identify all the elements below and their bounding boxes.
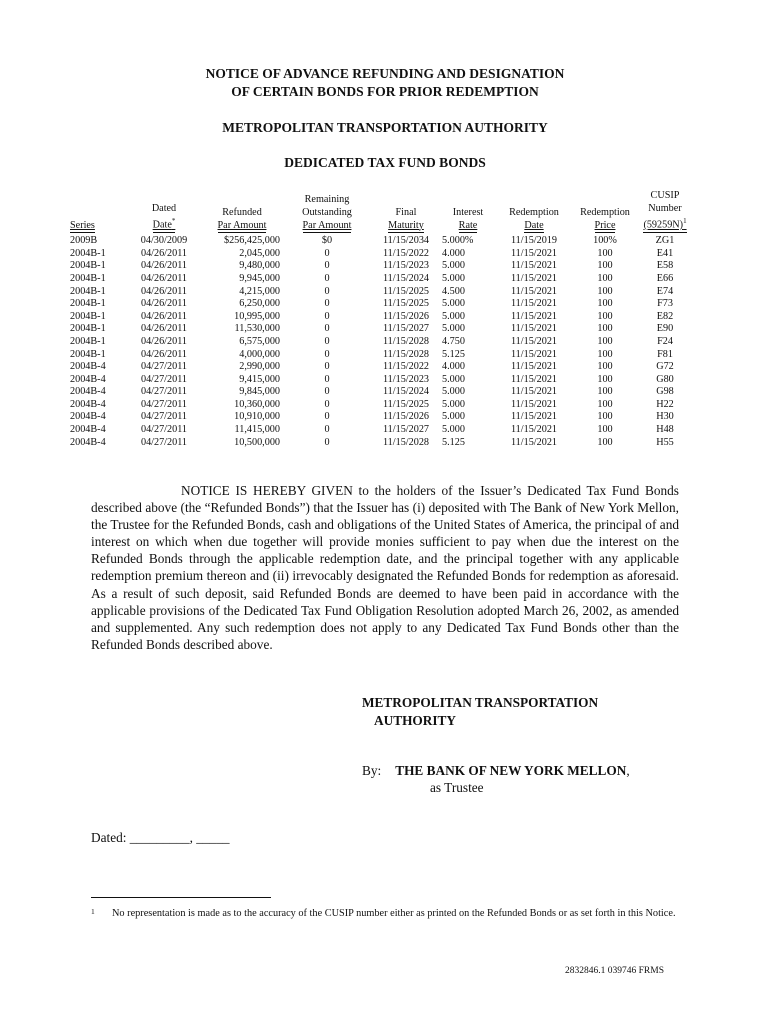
cell-redemption-price: 100 (597, 348, 613, 360)
cell-interest-rate: 5.125 (442, 348, 465, 360)
cell-redemption-date: 11/15/2021 (510, 298, 558, 310)
table-row (68, 235, 692, 248)
col-header-refunded-par: Refunded Par Amount (202, 190, 282, 235)
cell-cusip: H55 (656, 436, 674, 448)
bond-series-heading: DEDICATED TAX FUND BONDS (284, 155, 486, 170)
footnote-number: 1 (91, 907, 95, 916)
issuer-signature-block (362, 694, 598, 730)
cell-series: 2004B-4 (70, 386, 106, 398)
cell-interest-rate: 4.000 (442, 361, 465, 373)
table-row (68, 349, 692, 362)
cell-remaining-par: 0 (324, 310, 330, 322)
cell-remaining-par: 0 (324, 298, 330, 310)
cell-refunded-par: 10,360,000 (234, 398, 280, 410)
notice-title-line1: NOTICE OF ADVANCE REFUNDING AND DESIGNATION (205, 66, 565, 81)
cell-redemption-date: 11/15/2021 (510, 285, 558, 297)
cell-remaining-par: 0 (324, 411, 330, 423)
cell-redemption-date: 11/15/2021 (510, 386, 558, 398)
table-row (68, 424, 692, 437)
cell-remaining-par: 0 (324, 373, 330, 385)
cell-interest-rate: 5.000 (442, 298, 465, 310)
cell-remaining-par: 0 (324, 285, 330, 297)
cell-interest-rate: 4.000 (442, 247, 465, 259)
cell-refunded-par: 6,575,000 (239, 335, 280, 347)
cell-final-maturity: 11/15/2022 (382, 247, 430, 259)
table-row (68, 260, 692, 273)
cell-remaining-par: 0 (324, 361, 330, 373)
cell-refunded-par: 11,530,000 (234, 323, 280, 335)
cell-series: 2004B-1 (70, 272, 106, 284)
cell-interest-rate: 5.000 (442, 386, 465, 398)
cell-interest-rate: 4.500 (442, 285, 465, 297)
col-header-remaining-par: Remaining Outstanding Par Amount (282, 190, 372, 235)
cell-refunded-par: 4,215,000 (239, 285, 280, 297)
cell-interest-rate: 5.000% (442, 235, 474, 247)
cell-series: 2004B-4 (70, 436, 106, 448)
cell-redemption-price: 100 (597, 298, 613, 310)
cell-series: 2004B-4 (70, 398, 106, 410)
dated-line: Dated: _________, _____ (91, 830, 230, 845)
cell-redemption-price: 100 (597, 335, 613, 347)
issuer-name-line2: AUTHORITY (374, 713, 457, 728)
cell-final-maturity: 11/15/2026 (382, 411, 430, 423)
cell-dated-date: 04/27/2011 (140, 386, 188, 398)
issuer-heading: METROPOLITAN TRANSPORTATION AUTHORITY (222, 120, 548, 135)
cell-cusip: H30 (656, 411, 674, 423)
cell-redemption-date: 11/15/2019 (510, 235, 558, 247)
cell-refunded-par: 9,480,000 (239, 260, 280, 272)
cell-series: 2004B-1 (70, 260, 106, 272)
cell-interest-rate: 5.000 (442, 260, 465, 272)
cell-cusip: E74 (656, 285, 674, 297)
table-row (68, 248, 692, 261)
cell-redemption-price: 100 (597, 310, 613, 322)
cell-redemption-price: 100 (597, 386, 613, 398)
cell-dated-date: 04/26/2011 (140, 260, 188, 272)
cell-series: 2004B-4 (70, 411, 106, 423)
cell-refunded-par: 10,500,000 (234, 436, 280, 448)
cell-redemption-price: 100 (597, 272, 613, 284)
cell-final-maturity: 11/15/2022 (382, 361, 430, 373)
cell-interest-rate: 5.000 (442, 373, 465, 385)
cell-dated-date: 04/27/2011 (140, 436, 188, 448)
table-row (68, 311, 692, 324)
cell-series: 2004B-1 (70, 335, 106, 347)
cell-redemption-date: 11/15/2021 (510, 272, 558, 284)
cell-remaining-par: 0 (324, 335, 330, 347)
cell-final-maturity: 11/15/2034 (382, 235, 430, 247)
notice-title-line2: OF CERTAIN BONDS FOR PRIOR REDEMPTION (231, 84, 539, 99)
cell-dated-date: 04/26/2011 (140, 298, 188, 310)
cell-final-maturity: 11/15/2028 (382, 436, 430, 448)
cell-redemption-date: 11/15/2021 (510, 323, 558, 335)
cell-series: 2009B (70, 235, 98, 247)
cell-dated-date: 04/26/2011 (140, 310, 188, 322)
cell-redemption-date: 11/15/2021 (510, 348, 558, 360)
col-header-final-maturity: Final Maturity (372, 190, 440, 235)
trustee-name: THE BANK OF NEW YORK MELLON (395, 763, 627, 778)
cell-dated-date: 04/30/2009 (140, 235, 188, 247)
table-row (68, 374, 692, 387)
table-row (68, 437, 692, 450)
cell-refunded-par: 10,995,000 (234, 310, 280, 322)
cell-series: 2004B-1 (70, 323, 106, 335)
cell-redemption-price: 100 (597, 361, 613, 373)
cell-redemption-date: 11/15/2021 (510, 436, 558, 448)
cell-final-maturity: 11/15/2028 (382, 348, 430, 360)
cell-dated-date: 04/27/2011 (140, 361, 188, 373)
col-header-series: Series (68, 190, 126, 235)
cell-interest-rate: 5.000 (442, 323, 465, 335)
cell-redemption-price: 100 (597, 285, 613, 297)
col-header-dated-date: Dated Date* (126, 190, 202, 235)
cell-cusip: ZG1 (655, 235, 675, 247)
cell-redemption-date: 11/15/2021 (510, 260, 558, 272)
col-header-cusip: CUSIP Number $(59259N)^1$ (638, 190, 692, 235)
cell-series: 2004B-4 (70, 424, 106, 436)
cell-cusip: H48 (656, 424, 674, 436)
cell-final-maturity: 11/15/2028 (382, 335, 430, 347)
refunded-bonds-table (68, 190, 692, 449)
cell-interest-rate: 5.000 (442, 424, 465, 436)
col-header-redemption-date: Redemption Date (496, 190, 572, 235)
cell-redemption-price: 100 (597, 260, 613, 272)
document-id: 2832846.1 039746 FRMS (565, 966, 664, 976)
cell-final-maturity: 11/15/2024 (382, 272, 430, 284)
by-label: By: (362, 763, 382, 778)
table-row (68, 336, 692, 349)
cell-final-maturity: 11/15/2025 (382, 285, 430, 297)
cell-refunded-par: 9,415,000 (239, 373, 280, 385)
cell-cusip: F24 (657, 335, 673, 347)
table-row (68, 411, 692, 424)
cell-redemption-date: 11/15/2021 (510, 398, 558, 410)
cell-interest-rate: 5.000 (442, 411, 465, 423)
cell-redemption-price: 100 (597, 436, 613, 448)
col-header-redemption-price: Redemption Price (572, 190, 638, 235)
cell-refunded-par: 11,415,000 (234, 424, 280, 436)
table-row (68, 399, 692, 412)
trustee-role: as Trustee (430, 780, 484, 795)
cell-refunded-par: 9,845,000 (239, 386, 280, 398)
cell-refunded-par: 9,945,000 (239, 272, 280, 284)
cell-refunded-par: 10,910,000 (234, 411, 280, 423)
cell-remaining-par: 0 (324, 272, 330, 284)
cell-remaining-par: 0 (324, 348, 330, 360)
cell-cusip: E90 (656, 323, 674, 335)
cell-cusip: F81 (657, 348, 673, 360)
cell-series: 2004B-1 (70, 298, 106, 310)
cell-redemption-price: 100 (597, 398, 613, 410)
cell-interest-rate: 5.000 (442, 398, 465, 410)
cell-redemption-price: 100 (597, 323, 613, 335)
cell-cusip: E82 (656, 310, 674, 322)
cell-dated-date: 04/26/2011 (140, 285, 188, 297)
cell-cusip: H22 (656, 398, 674, 410)
cell-final-maturity: 11/15/2025 (382, 398, 430, 410)
by-line (362, 762, 630, 780)
cell-interest-rate: 5.000 (442, 310, 465, 322)
issuer-name-line1: METROPOLITAN TRANSPORTATION (362, 695, 599, 710)
cell-interest-rate: 4.750 (442, 335, 465, 347)
col-header-interest-rate: Interest Rate (440, 190, 496, 235)
cell-dated-date: 04/27/2011 (140, 373, 188, 385)
cell-cusip: E41 (656, 247, 674, 259)
cell-refunded-par: $256,425,000 (223, 235, 280, 247)
cell-redemption-date: 11/15/2021 (510, 247, 558, 259)
cell-dated-date: 04/27/2011 (140, 398, 188, 410)
cell-redemption-date: 11/15/2021 (510, 424, 558, 436)
cell-dated-date: 04/27/2011 (140, 424, 188, 436)
cell-redemption-price: 100 (597, 411, 613, 423)
cell-series: 2004B-1 (70, 247, 106, 259)
footnote-text: No representation is made as to the accuracy of the CUSIP number either as printed on the Refunded Bonds or as set forth in this Notice. (112, 908, 676, 919)
cell-final-maturity: 11/15/2025 (382, 298, 430, 310)
cell-series: 2004B-1 (70, 285, 106, 297)
cell-final-maturity: 11/15/2023 (382, 373, 430, 385)
cell-cusip: G80 (656, 373, 674, 385)
cell-final-maturity: 11/15/2024 (382, 386, 430, 398)
cell-interest-rate: 5.000 (442, 272, 465, 284)
cell-remaining-par: 0 (324, 323, 330, 335)
cell-series: 2004B-1 (70, 310, 106, 322)
cell-final-maturity: 11/15/2027 (382, 424, 430, 436)
cell-redemption-price: 100% (593, 235, 617, 247)
cell-refunded-par: 2,045,000 (239, 247, 280, 259)
cell-redemption-date: 11/15/2021 (510, 310, 558, 322)
cell-remaining-par: 0 (324, 424, 330, 436)
cell-cusip: F73 (657, 298, 673, 310)
table-row (68, 323, 692, 336)
cell-remaining-par: 0 (324, 260, 330, 272)
cell-remaining-par: 0 (324, 386, 330, 398)
table-row (68, 286, 692, 299)
cell-refunded-par: 4,000,000 (239, 348, 280, 360)
trustee-comma: , (626, 763, 630, 778)
cell-refunded-par: 6,250,000 (239, 298, 280, 310)
cell-series: 2004B-4 (70, 361, 106, 373)
cell-redemption-price: 100 (597, 373, 613, 385)
cell-cusip: G72 (656, 361, 674, 373)
cell-cusip: E58 (656, 260, 674, 272)
cell-dated-date: 04/26/2011 (140, 323, 188, 335)
cell-redemption-price: 100 (597, 424, 613, 436)
table-row (68, 273, 692, 286)
cell-dated-date: 04/26/2011 (140, 247, 188, 259)
cell-series: 2004B-4 (70, 373, 106, 385)
cell-remaining-par: 0 (324, 247, 330, 259)
table-row (68, 386, 692, 399)
bond-rows (68, 235, 692, 449)
cell-remaining-par: 0 (324, 436, 330, 448)
cell-redemption-date: 11/15/2021 (510, 335, 558, 347)
cell-refunded-par: 2,990,000 (239, 361, 280, 373)
cell-final-maturity: 11/15/2023 (382, 260, 430, 272)
cell-series: 2004B-1 (70, 348, 106, 360)
cell-dated-date: 04/26/2011 (140, 348, 188, 360)
cell-cusip: E66 (656, 272, 674, 284)
cell-redemption-date: 11/15/2021 (510, 411, 558, 423)
cell-dated-date: 04/27/2011 (140, 411, 188, 423)
cell-dated-date: 04/26/2011 (140, 272, 188, 284)
cell-redemption-price: 100 (597, 247, 613, 259)
cell-final-maturity: 11/15/2026 (382, 310, 430, 322)
notice-paragraph: NOTICE IS HEREBY GIVEN to the holders of the Issuer’s Dedicated Tax Fund Bonds described above (the “Refunded Bonds”) that the Issuer has (i) deposited with The Bank of New York Mellon, the Trustee for the Refunded Bonds, cash and obligations of the United States of America, the principal of and interest on which when due together will provide monies sufficient to pay when due the interest on the Refunded Bonds through the applicable redemption date, and the principal together with any applicable redemption premium thereon and (ii) irrevocably designated the Refunded Bonds for redemption as aforesaid. As a result of such deposit, said Refunded Bonds are deemed to have been paid in accordance with the applicable provisions of the Dedicated Tax Fund Obligation Resolution adopted March 26, 2002, as amended and supplemented. Any such redemption does not apply to any Dedicated Tax Fund Bonds other than the Refunded Bonds described above. (91, 483, 679, 652)
cell-interest-rate: 5.125 (442, 436, 465, 448)
cell-remaining-par: $0 (321, 235, 333, 247)
cell-cusip: G98 (656, 386, 674, 398)
cell-redemption-date: 11/15/2021 (510, 373, 558, 385)
footnote-rule (91, 897, 271, 898)
cell-dated-date: 04/26/2011 (140, 335, 188, 347)
cell-final-maturity: 11/15/2027 (382, 323, 430, 335)
cell-remaining-par: 0 (324, 398, 330, 410)
table-row (68, 298, 692, 311)
cell-redemption-date: 11/15/2021 (510, 361, 558, 373)
footnote (91, 906, 691, 921)
table-row (68, 361, 692, 374)
